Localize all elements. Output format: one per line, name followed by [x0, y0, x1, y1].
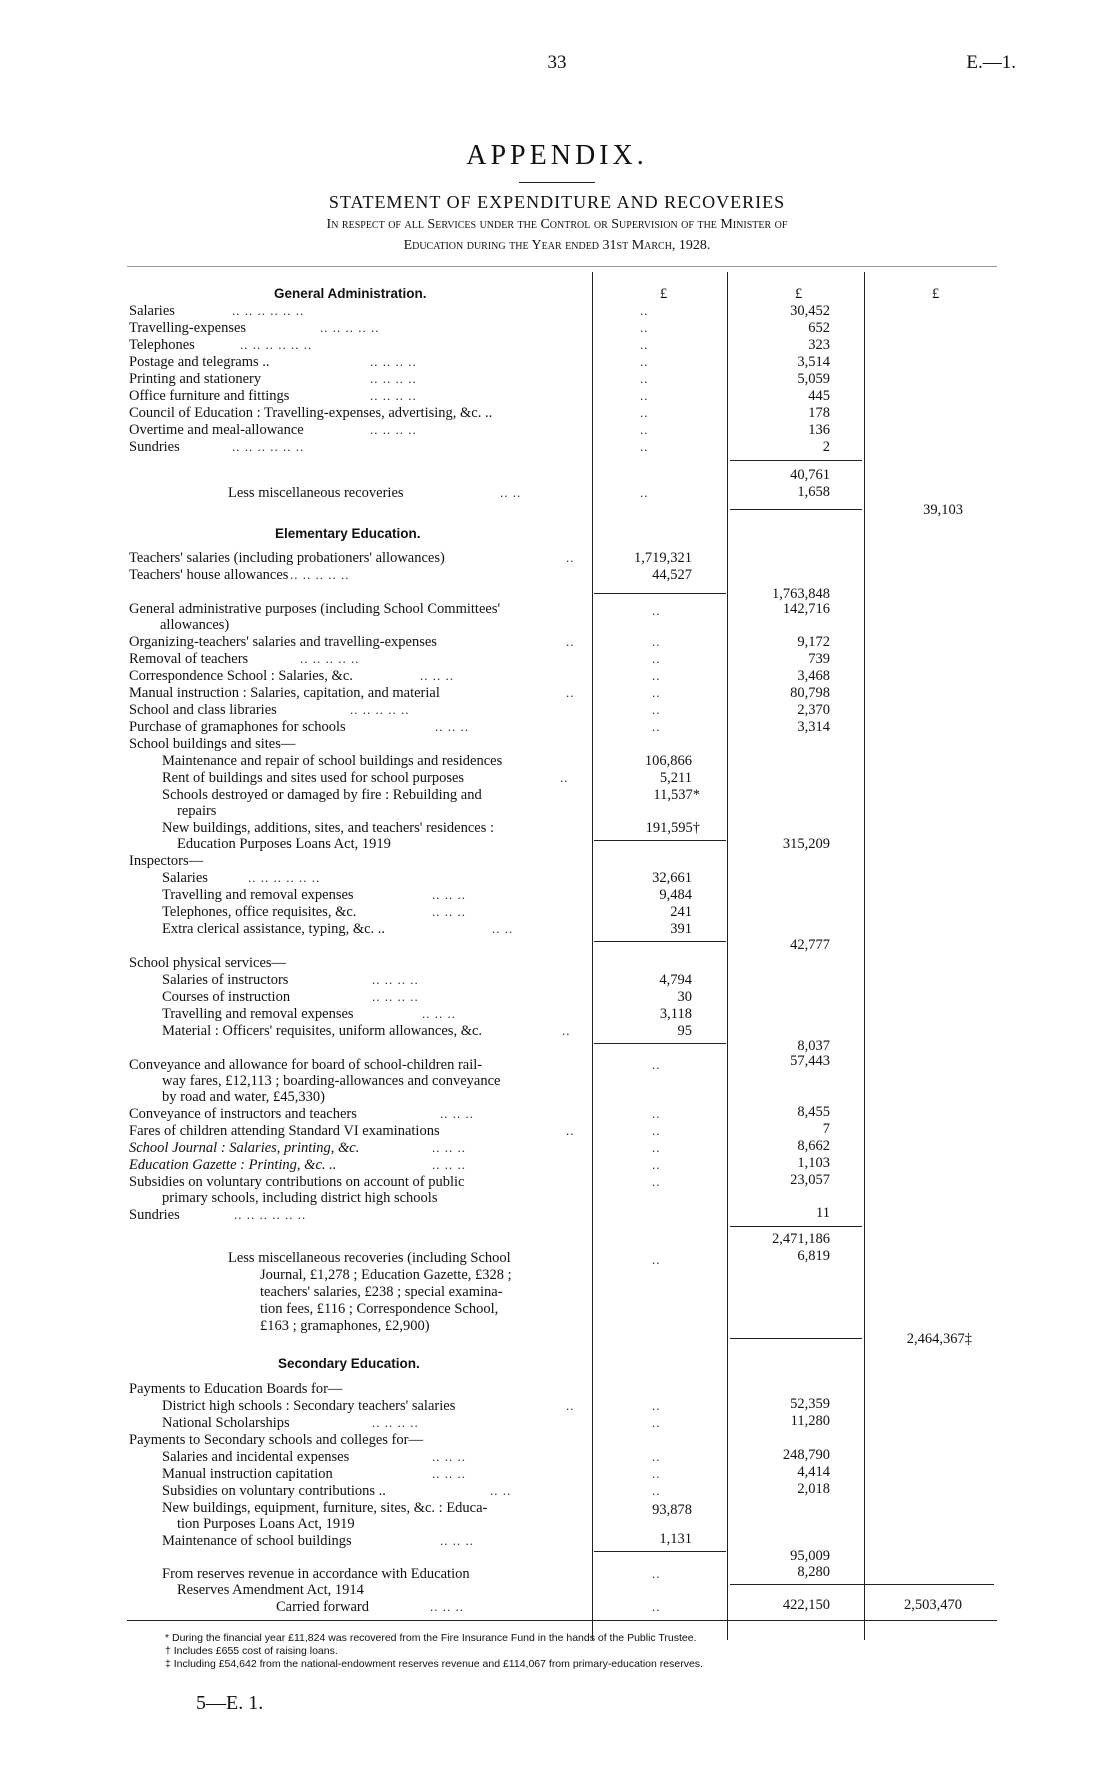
section-heading-general: General Administration.	[274, 286, 427, 301]
row-c1: ..	[640, 405, 649, 420]
row-leader: .. .. .. .. .. ..	[232, 439, 305, 454]
rule-general-net	[730, 509, 862, 510]
row-c1: 241	[670, 904, 692, 920]
row-c1: 3,118	[659, 1006, 692, 1022]
row-c2: 136	[808, 422, 830, 438]
buildings-fire-line-1: Schools destroyed or damaged by fire : Rebuilding and	[162, 787, 482, 803]
row-c1: ..	[652, 719, 661, 734]
subsidies-c1: ..	[652, 1174, 661, 1189]
statement-scope	[0, 214, 1114, 256]
row-leader: .. .. .. .. ..	[300, 651, 360, 666]
row-c2: 178	[808, 405, 830, 421]
row-c1: 4,794	[659, 972, 692, 988]
sec-new-c1: 93,878	[652, 1502, 692, 1518]
row-c1: ..	[652, 685, 661, 700]
buildings-fire-line-2: repairs	[177, 803, 217, 819]
row-c1: ..	[652, 1140, 661, 1155]
row-leader: .. .. ..	[432, 887, 466, 902]
row-c1: ..	[640, 371, 649, 386]
footnote-dagger: † Includes £655 cost of raising loans.	[165, 1645, 338, 1657]
row-label: Salaries of instructors	[162, 972, 289, 988]
inspectors-total: 42,777	[790, 937, 830, 953]
row-label: Salaries	[162, 870, 208, 886]
general-less-value: 1,658	[797, 484, 830, 500]
row-c1: 95	[677, 1023, 692, 1039]
row-label: Travelling-expenses	[129, 320, 247, 336]
row-c1: ..	[640, 388, 649, 403]
row-label: Courses of instruction	[162, 989, 291, 1005]
sec-manual-c1: ..	[652, 1466, 661, 1481]
row-leader: .. .. ..	[420, 668, 454, 683]
row-leader: .. ..	[492, 921, 514, 936]
row-leader: .. .. .. ..	[370, 371, 417, 386]
conveyance-line-2: way fares, £12,113 ; boarding-allowances and conveyance	[162, 1073, 501, 1089]
row-label: Conveyance of instructors and teachers	[129, 1106, 357, 1122]
row-c2: 9,172	[797, 634, 830, 650]
row-leader: .. ..	[500, 485, 522, 500]
footnote-asterisk: * During the financial year £11,824 was recovered from the Fire Insurance Fund in the hands of the Public Trustee.	[165, 1632, 697, 1644]
row-label: Travelling and removal expenses	[162, 1006, 354, 1022]
row-leader: ..	[566, 685, 575, 700]
row-leader: .. .. ..	[440, 1106, 474, 1121]
scope-line-2: Education during the Year ended 31st March, 1928.	[403, 238, 711, 253]
row-label: Removal of teachers	[129, 651, 249, 667]
scholarships-c2: 11,280	[790, 1413, 830, 1429]
row-label: Council of Education : Travelling-expenses, advertising, &c. ..	[129, 405, 493, 421]
buildings-new-line-2: Education Purposes Loans Act, 1919	[177, 836, 391, 852]
title-rule	[519, 182, 595, 183]
teachers-total: 1,763,848	[772, 586, 830, 602]
elementary-subtotal: 2,471,186	[772, 1231, 830, 1247]
elementary-less-line-2: Journal, £1,278 ; Education Gazette, £328 ;	[260, 1267, 512, 1283]
elementary-less-line-4: tion fees, £116 ; Correspondence School,	[260, 1301, 499, 1317]
row-c2: 2	[822, 439, 830, 455]
sec-salaries-label: Salaries and incidental expenses	[162, 1449, 350, 1465]
sec-new-line-2: tion Purposes Loans Act, 1919	[177, 1516, 355, 1532]
row-c2: 445	[808, 388, 830, 404]
subsidies-line-1: Subsidies on voluntary contributions on account of public	[129, 1174, 465, 1190]
rule-sec-maint-total	[594, 1551, 726, 1552]
row-c1: 32,661	[652, 870, 692, 886]
row-leader: ..	[562, 1023, 571, 1038]
row-label: Telephones, office requisites, &c.	[162, 904, 357, 920]
boards-heading: Payments to Education Boards for—	[129, 1381, 343, 1397]
buildings-rent-label: Rent of buildings and sites used for school purposes	[162, 770, 465, 786]
rule-physical-total	[594, 1043, 726, 1044]
row-c1: ..	[640, 485, 649, 500]
buildings-maintenance-label: Maintenance and repair of school buildings and residences	[162, 753, 503, 769]
row-label: Less miscellaneous recoveries	[228, 485, 404, 501]
row-leader: .. .. ..	[435, 719, 469, 734]
row-label: Extra clerical assistance, typing, &c. ..	[162, 921, 386, 937]
elementary-sundries-c2: 11	[816, 1205, 830, 1221]
row-label: Overtime and meal-allowance	[129, 422, 304, 438]
conveyance-line-3: by road and water, £45,330)	[162, 1089, 325, 1105]
sec-salaries-c1: ..	[652, 1449, 661, 1464]
carried-forward-c3: 2,503,470	[904, 1597, 962, 1613]
elementary-less-line-5: £163 ; gramaphones, £2,900)	[260, 1318, 430, 1334]
row-label: School and class libraries	[129, 702, 277, 718]
journal-label: School Journal : Salaries, printing, &c.	[129, 1140, 360, 1156]
rule-teachers-total	[594, 593, 726, 594]
column-header-2: £	[795, 286, 803, 302]
row-label: Sundries	[129, 439, 180, 455]
sec-subsidies-label: Subsidies on voluntary contributions ..	[162, 1483, 386, 1499]
sec-subsidies-c2: 2,018	[797, 1481, 830, 1497]
row-c2: 5,059	[797, 371, 830, 387]
signature-mark: 5—E. 1.	[196, 1692, 264, 1714]
page-title: APPENDIX.	[466, 140, 648, 171]
row-leader: .. .. ..	[432, 904, 466, 919]
sec-maint-total: 95,009	[790, 1548, 830, 1564]
page-reference: E.—1.	[966, 52, 1016, 73]
row-label: Purchase of gramaphones for schools	[129, 719, 346, 735]
statement-subtitle: STATEMENT OF EXPENDITURE AND RECOVERIES	[328, 192, 786, 212]
buildings-rent-leader: ..	[560, 770, 569, 785]
carried-forward-c1: ..	[652, 1599, 661, 1614]
row-label: Printing and stationery	[129, 371, 262, 387]
table-top-rule	[127, 266, 997, 267]
row-c2: 7	[822, 1121, 830, 1137]
sec-subsidies-leader: .. ..	[490, 1483, 512, 1498]
row-label	[129, 1140, 359, 1156]
sec-maintenance-leader: .. .. ..	[440, 1533, 474, 1548]
reserves-c1: ..	[652, 1566, 661, 1581]
row-c1: 9,484	[659, 887, 692, 903]
conveyance-line-1: Conveyance and allowance for board of school-children rail-	[129, 1057, 483, 1073]
carried-forward-leader: .. .. ..	[430, 1599, 464, 1614]
row-c1: ..	[640, 422, 649, 437]
row-leader: .. .. .. .. ..	[320, 320, 380, 335]
elementary-sundries-label: Sundries	[129, 1207, 180, 1223]
general-admin-c1: ..	[652, 603, 661, 618]
buildings-new-line-1: New buildings, additions, sites, and teachers' residences :	[162, 820, 495, 836]
row-c1: ..	[640, 337, 649, 352]
column-header-3: £	[932, 286, 940, 302]
column-rule-2	[727, 272, 728, 1640]
district-leader: ..	[566, 1398, 575, 1413]
physical-heading: School physical services—	[129, 955, 287, 971]
reserves-c2: 8,280	[797, 1564, 830, 1580]
row-c2: 8,455	[797, 1104, 830, 1120]
row-label: Material : Officers' requisites, uniform allowances, &c.	[162, 1023, 483, 1039]
sec-maintenance-label: Maintenance of school buildings	[162, 1533, 352, 1549]
row-leader: .. .. .. .. .. ..	[248, 870, 321, 885]
row-c2: 323	[808, 337, 830, 353]
sec-manual-leader: .. .. ..	[432, 1466, 466, 1481]
rule-inspectors-total	[594, 941, 726, 942]
subsidies-line-2: primary schools, including district high schools	[162, 1190, 438, 1206]
row-leader: .. .. .. .. .. ..	[240, 337, 313, 352]
buildings-fire-c1: 11,537*	[653, 787, 700, 803]
row-c2: 8,662	[797, 1138, 830, 1154]
row-c1: ..	[652, 1106, 661, 1121]
general-admin-c2: 142,716	[782, 601, 830, 617]
sec-subsidies-c1: ..	[652, 1483, 661, 1498]
sec-new-line-1: New buildings, equipment, furniture, sites, &c. : Educa-	[162, 1500, 488, 1516]
column-header-1: £	[660, 286, 668, 302]
rule-buildings-total	[594, 840, 726, 841]
scholarships-leader: .. .. .. ..	[372, 1415, 419, 1430]
row-leader: .. .. ..	[432, 1157, 466, 1172]
conveyance-c1: ..	[652, 1057, 661, 1072]
row-label: Salaries	[129, 303, 175, 319]
teachers-house-label: Teachers' house allowances	[129, 567, 289, 583]
row-label: Office furniture and fittings	[129, 388, 290, 404]
district-c1: ..	[652, 1398, 661, 1413]
row-leader: .. .. ..	[432, 1140, 466, 1155]
rule-general-subtotal	[730, 460, 862, 461]
row-c1: ..	[652, 1123, 661, 1138]
buildings-heading: School buildings and sites—	[129, 736, 296, 752]
row-c2: 739	[808, 651, 830, 667]
row-c1: ..	[652, 651, 661, 666]
rule-elementary-subtotal	[730, 1226, 862, 1227]
buildings-new-c1: 191,595†	[645, 820, 700, 836]
district-c2: 52,359	[790, 1396, 830, 1412]
row-label: Fares of children attending Standard VI examinations	[129, 1123, 440, 1139]
row-c2: 80,798	[790, 685, 830, 701]
row-leader: .. .. .. ..	[370, 422, 417, 437]
row-label: Manual instruction : Salaries, capitation, and material	[129, 685, 440, 701]
row-leader: ..	[566, 634, 575, 649]
row-c1: ..	[652, 634, 661, 649]
reserves-line-1: From reserves revenue in accordance with Education	[162, 1566, 470, 1582]
teachers-salaries-c1: 1,719,321	[634, 550, 692, 566]
teachers-house-c1: 44,527	[652, 567, 692, 583]
elementary-less-line-3: teachers' salaries, £238 ; special examina-	[260, 1284, 503, 1300]
teachers-salaries-leader: ..	[566, 550, 575, 565]
sec-manual-c2: 4,414	[797, 1464, 830, 1480]
row-label: Travelling and removal expenses	[162, 887, 354, 903]
elementary-net: 2,464,367‡	[906, 1331, 972, 1347]
buildings-rent-c1: 5,211	[659, 770, 692, 786]
elementary-less-line-1: Less miscellaneous recoveries (including School	[228, 1250, 511, 1266]
inspectors-heading: Inspectors—	[129, 853, 204, 869]
row-leader: .. .. .. ..	[370, 354, 417, 369]
teachers-house-leader: .. .. .. .. ..	[290, 567, 350, 582]
row-c1: ..	[652, 702, 661, 717]
row-label	[129, 1157, 336, 1173]
row-c2: 30,452	[790, 303, 830, 319]
row-label: Organizing-teachers' salaries and travelling-expenses	[129, 634, 437, 650]
buildings-maintenance-c1: 106,866	[644, 753, 692, 769]
row-leader: .. .. .. ..	[372, 972, 419, 987]
section-heading-secondary: Secondary Education.	[278, 1356, 420, 1371]
table-bottom-rule	[127, 1620, 997, 1621]
row-c1: ..	[640, 354, 649, 369]
row-leader: .. .. .. ..	[370, 388, 417, 403]
district-label: District high schools : Secondary teachers' salaries	[162, 1398, 456, 1414]
rule-elementary-net	[730, 1338, 862, 1339]
row-c2: 1,103	[797, 1155, 830, 1171]
row-c1: ..	[640, 303, 649, 318]
elementary-sundries-leader: .. .. .. .. .. ..	[234, 1207, 307, 1222]
physical-total: 8,037	[797, 1038, 830, 1054]
carried-forward-c2: 422,150	[782, 1597, 830, 1613]
buildings-total: 315,209	[782, 836, 830, 852]
row-leader: .. .. .. .. ..	[350, 702, 410, 717]
conveyance-c2: 57,443	[790, 1053, 830, 1069]
row-c2: 3,468	[797, 668, 830, 684]
general-net: 39,103	[923, 502, 963, 518]
scholarships-c1: ..	[652, 1415, 661, 1430]
row-c2: 652	[808, 320, 830, 336]
row-label: Correspondence School : Salaries, &c.	[129, 668, 353, 684]
page-number: 33	[547, 52, 567, 73]
sec-manual-label: Manual instruction capitation	[162, 1466, 333, 1482]
sec-salaries-leader: .. .. ..	[432, 1449, 466, 1464]
row-leader: .. .. .. ..	[372, 989, 419, 1004]
row-leader: ..	[566, 1123, 575, 1138]
gazette-label: Education Gazette : Printing, &c. ..	[129, 1157, 337, 1173]
row-c1: ..	[652, 668, 661, 683]
subsidies-c2: 23,057	[790, 1172, 830, 1188]
scholarships-label: National Scholarships	[162, 1415, 290, 1431]
row-c2: 3,514	[797, 354, 830, 370]
sec-salaries-c2: 248,790	[782, 1447, 830, 1463]
row-label: Postage and telegrams ..	[129, 354, 270, 370]
row-c1: 391	[670, 921, 692, 937]
general-subtotal: 40,761	[790, 467, 830, 483]
row-c1: ..	[652, 1157, 661, 1172]
column-rule-3	[864, 272, 865, 1640]
row-leader: .. .. .. .. .. ..	[232, 303, 305, 318]
general-admin-line-1: General administrative purposes (including School Committees'	[129, 601, 501, 617]
carried-forward-label: Carried forward	[276, 1599, 369, 1615]
colleges-heading: Payments to Secondary schools and colleges for—	[129, 1432, 423, 1448]
row-c1: ..	[640, 320, 649, 335]
row-c2: 2,370	[797, 702, 830, 718]
teachers-salaries-label: Teachers' salaries (including probationers' allowances)	[129, 550, 445, 566]
row-label: Telephones	[129, 337, 195, 353]
general-admin-line-2: allowances)	[160, 617, 230, 633]
column-rule-1	[592, 272, 593, 1640]
row-c1: ..	[640, 439, 649, 454]
elementary-less-c1: ..	[652, 1252, 661, 1267]
reserves-line-2: Reserves Amendment Act, 1914	[177, 1582, 364, 1598]
row-leader: .. .. ..	[422, 1006, 456, 1021]
row-c2: 3,314	[797, 719, 830, 735]
sec-maintenance-c1: 1,131	[659, 1531, 692, 1547]
scope-line-1: In respect of all Services under the Control or Supervision of the Minister of	[326, 217, 788, 232]
row-c1: 30	[677, 989, 692, 1005]
rule-carried	[730, 1584, 994, 1585]
elementary-less-value: 6,819	[797, 1248, 830, 1264]
section-heading-elementary: Elementary Education.	[275, 526, 421, 541]
footnote-double-dagger: ‡ Including £54,642 from the national-endowment reserves revenue and £114,067 from primary-education reserves.	[165, 1658, 703, 1670]
